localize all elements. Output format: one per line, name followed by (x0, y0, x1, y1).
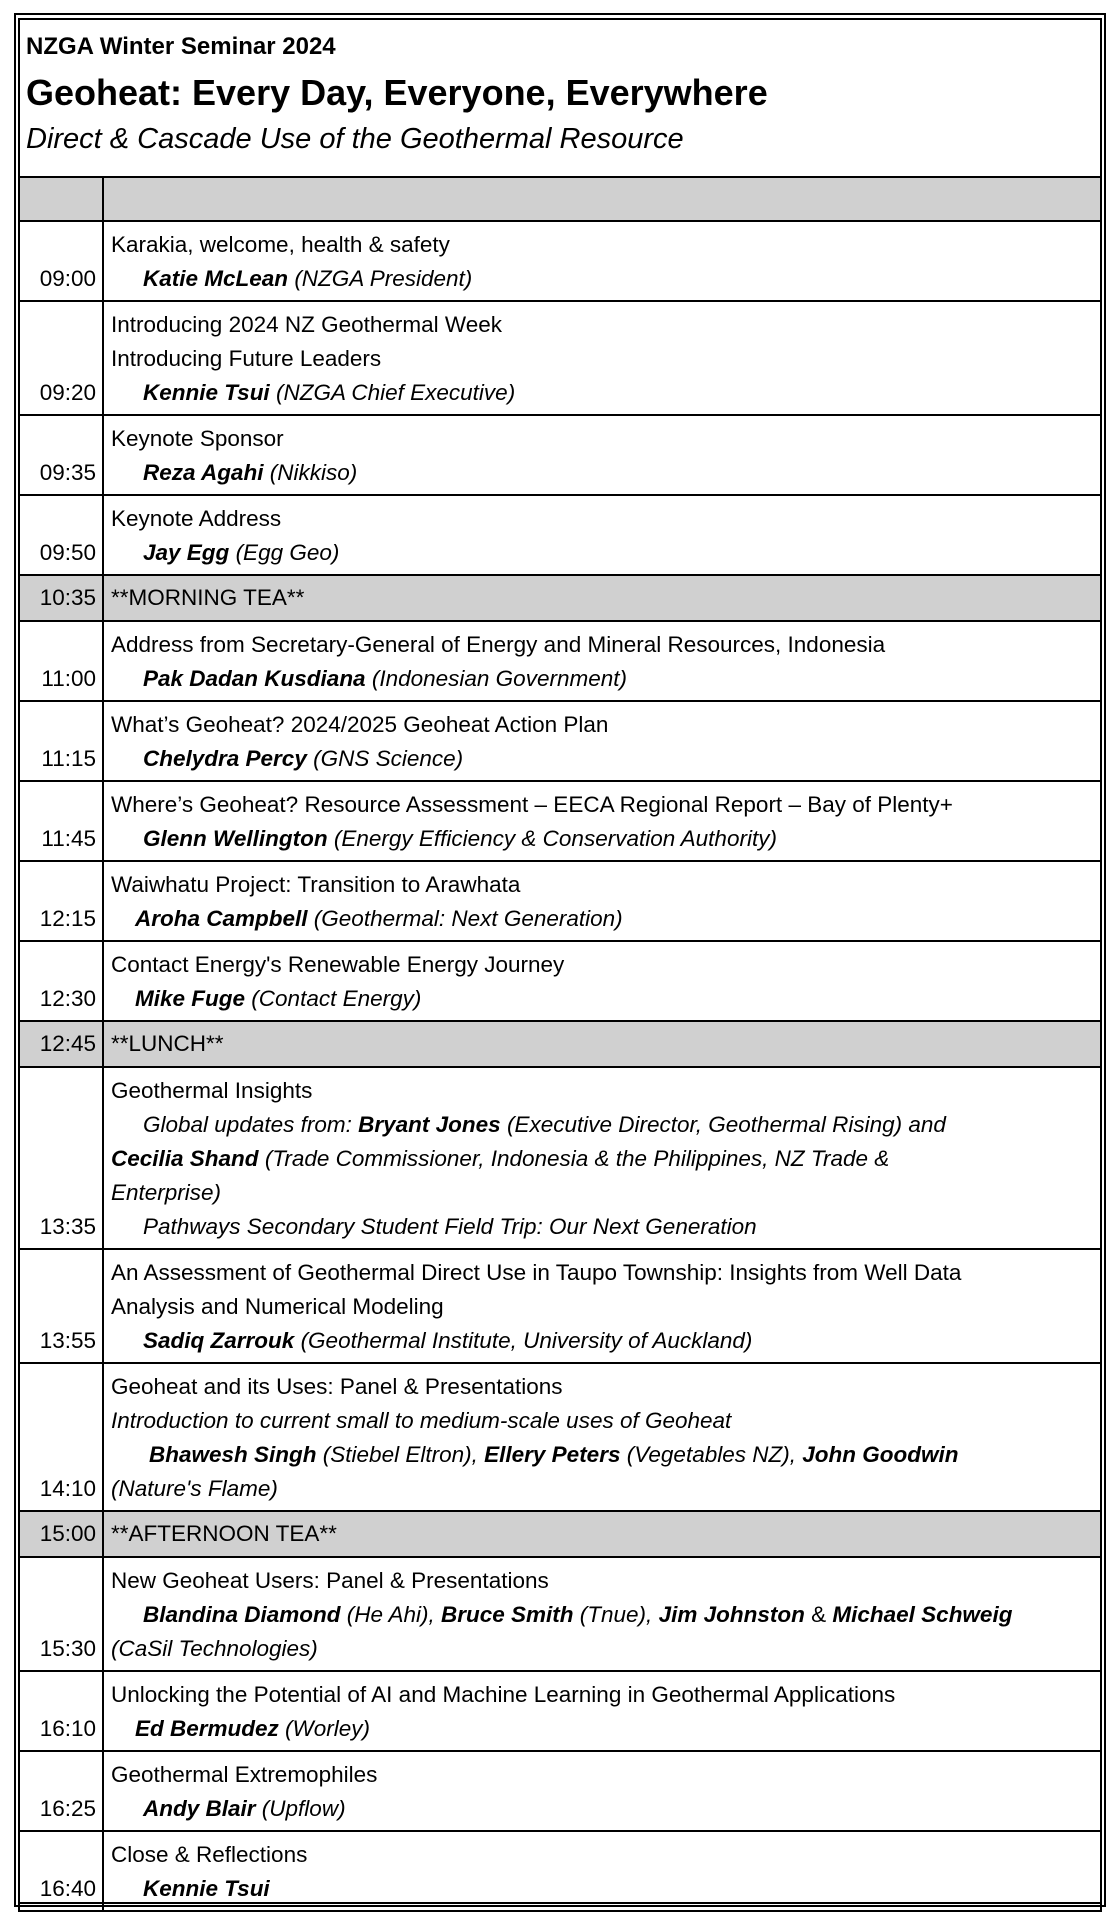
session-title: Contact Energy's Renewable Energy Journey (111, 952, 565, 977)
session-title-2: Analysis and Numerical Modeling (111, 1294, 444, 1319)
row-time: 09:35 (19, 415, 103, 495)
row-content (103, 1671, 1101, 1751)
table-row (19, 941, 1101, 1021)
break-label: **AFTERNOON TEA** (103, 1511, 1101, 1557)
session-title: Keynote Address (111, 506, 282, 531)
row-time: 12:15 (19, 861, 103, 941)
table-row (19, 495, 1101, 575)
session-title-2: Introducing Future Leaders (111, 346, 382, 371)
speaker-name: Mike Fuge (135, 986, 246, 1011)
speaker-name: Kennie Tsui (143, 1876, 270, 1901)
row-content (103, 1831, 1101, 1911)
session-extra: Pathways Secondary Student Field Trip: Our Next Generation (143, 1214, 757, 1239)
speaker-name: Bhawesh Singh (149, 1442, 317, 1467)
table-row (19, 1671, 1101, 1751)
row-time: 13:35 (19, 1067, 103, 1249)
header-cell-session (103, 177, 1101, 221)
page-title: Geoheat: Every Day, Everyone, Everywhere (26, 72, 768, 113)
speaker-org: (Trade Commissioner, Indonesia & the Philippines, NZ Trade & (264, 1146, 890, 1171)
table-row (19, 861, 1101, 941)
row-content (103, 415, 1101, 495)
row-content (103, 1249, 1101, 1363)
speaker-name: Sadiq Zarrouk (143, 1328, 295, 1353)
session-title: Introducing 2024 NZ Geothermal Week (111, 312, 503, 337)
header-cell-time (19, 177, 103, 221)
speaker-name: Reza Agahi (143, 460, 264, 485)
speaker-org: (NZGA President) (294, 266, 473, 291)
speaker-org: (He Ahi), (346, 1602, 435, 1627)
speaker-name: Bryant Jones (358, 1112, 501, 1137)
session-title: Unlocking the Potential of AI and Machine Learning in Geothermal Applications (111, 1682, 896, 1707)
table-row (19, 781, 1101, 861)
table-row (19, 1249, 1101, 1363)
row-content (103, 701, 1101, 781)
seminar-name: NZGA Winter Seminar 2024 (26, 33, 336, 60)
session-title: Waiwhatu Project: Transition to Arawhata (111, 872, 521, 897)
session-title: New Geoheat Users: Panel & Presentations (111, 1568, 549, 1593)
speaker-org: (Tnue), (579, 1602, 653, 1627)
session-lead: Global updates from: (143, 1112, 352, 1137)
session-title: Address from Secretary-General of Energy and Mineral Resources, Indonesia (111, 632, 886, 657)
row-time: 16:40 (19, 1831, 103, 1911)
speaker-org: (Geothermal Institute, University of Auckland) (300, 1328, 753, 1353)
row-content (103, 301, 1101, 415)
speaker-name: Katie McLean (143, 266, 289, 291)
table-row (19, 1363, 1101, 1511)
break-label: **LUNCH** (103, 1021, 1101, 1067)
speaker-org: (Nikkiso) (269, 460, 358, 485)
row-time: 15:00 (19, 1511, 103, 1557)
speaker-org: (Contact Energy) (251, 986, 422, 1011)
speaker-org-cont: Enterprise) (111, 1180, 222, 1205)
speaker-name: Andy Blair (143, 1796, 256, 1821)
speaker-name: John Goodwin (802, 1442, 959, 1467)
row-content (103, 1363, 1101, 1511)
speaker-org: (Upflow) (261, 1796, 346, 1821)
row-time: 09:50 (19, 495, 103, 575)
row-content (103, 941, 1101, 1021)
row-time: 11:15 (19, 701, 103, 781)
session-intro: Introduction to current small to medium-scale uses of Geoheat (111, 1408, 732, 1433)
speaker-org: (Executive Director, Geothermal Rising) and (506, 1112, 946, 1137)
row-content (103, 1067, 1101, 1249)
row-content (103, 781, 1101, 861)
session-title: Karakia, welcome, health & safety (111, 232, 450, 257)
speaker-name: Michael Schweig (832, 1602, 1013, 1627)
speaker-org: (Egg Geo) (235, 540, 340, 565)
row-content (103, 1557, 1101, 1671)
speaker-name: Cecilia Shand (111, 1146, 259, 1171)
session-title: Where’s Geoheat? Resource Assessment – EECA Regional Report – Bay of Plenty+ (111, 792, 953, 817)
speaker-name: Ellery Peters (484, 1442, 621, 1467)
row-time: 09:00 (19, 221, 103, 301)
row-time: 15:30 (19, 1557, 103, 1671)
table-row (19, 621, 1101, 701)
session-title: Geoheat and its Uses: Panel & Presentations (111, 1374, 563, 1399)
speaker-name: Blandina Diamond (143, 1602, 341, 1627)
speaker-name: Ed Bermudez (135, 1716, 279, 1741)
speaker-name: Pak Dadan Kusdiana (143, 666, 366, 691)
table-row (19, 1751, 1101, 1831)
row-time: 13:55 (19, 1249, 103, 1363)
speaker-name: Bruce Smith (440, 1602, 574, 1627)
row-time: 16:25 (19, 1751, 103, 1831)
speaker-org: (Indonesian Government) (371, 666, 627, 691)
row-time: 10:35 (19, 575, 103, 621)
schedule-table (18, 176, 1102, 1912)
table-row (19, 1067, 1101, 1249)
speaker-name: Glenn Wellington (143, 826, 328, 851)
speaker-org: (Vegetables NZ), (626, 1442, 796, 1467)
speaker-name: Kennie Tsui (143, 380, 270, 405)
speaker-org: (Energy Efficiency & Conservation Authority) (333, 826, 777, 851)
ampersand: & (811, 1602, 827, 1627)
table-header-row (19, 177, 1101, 221)
speaker-org: (Geothermal: Next Generation) (313, 906, 623, 931)
row-content (103, 621, 1101, 701)
break-row (19, 1021, 1101, 1067)
table-row (19, 221, 1101, 301)
break-row (19, 1511, 1101, 1557)
session-title: Keynote Sponsor (111, 426, 284, 451)
row-time: 14:10 (19, 1363, 103, 1511)
row-content (103, 221, 1101, 301)
row-time: 11:00 (19, 621, 103, 701)
table-row (19, 301, 1101, 415)
row-time: 09:20 (19, 301, 103, 415)
table-row (19, 1557, 1101, 1671)
row-content (103, 495, 1101, 575)
row-time: 12:45 (19, 1021, 103, 1067)
speaker-name: Aroha Campbell (135, 906, 308, 931)
row-time: 11:45 (19, 781, 103, 861)
speaker-org: (Worley) (285, 1716, 371, 1741)
speaker-org: (Nature's Flame) (111, 1476, 278, 1501)
row-content (103, 861, 1101, 941)
header (26, 30, 1096, 160)
session-title: An Assessment of Geothermal Direct Use in Taupo Township: Insights from Well Data (111, 1260, 962, 1285)
row-time: 12:30 (19, 941, 103, 1021)
row-content (103, 1751, 1101, 1831)
session-title: Geothermal Extremophiles (111, 1762, 378, 1787)
speaker-org: (Stiebel Eltron), (322, 1442, 478, 1467)
table-row (19, 701, 1101, 781)
page-subtitle: Direct & Cascade Use of the Geothermal Resource (26, 123, 684, 155)
speaker-org: (GNS Science) (313, 746, 464, 771)
speaker-org: (CaSil Technologies) (111, 1636, 318, 1661)
session-title: Close & Reflections (111, 1842, 308, 1867)
speaker-name: Jay Egg (143, 540, 230, 565)
speaker-name: Chelydra Percy (143, 746, 307, 771)
row-time: 16:10 (19, 1671, 103, 1751)
session-title: Geothermal Insights (111, 1078, 313, 1103)
session-title: What’s Geoheat? 2024/2025 Geoheat Action Plan (111, 712, 609, 737)
table-row (19, 415, 1101, 495)
break-label: **MORNING TEA** (103, 575, 1101, 621)
break-row (19, 575, 1101, 621)
speaker-org: (NZGA Chief Executive) (275, 380, 516, 405)
speaker-name: Jim Johnston (658, 1602, 805, 1627)
table-row (19, 1831, 1101, 1911)
